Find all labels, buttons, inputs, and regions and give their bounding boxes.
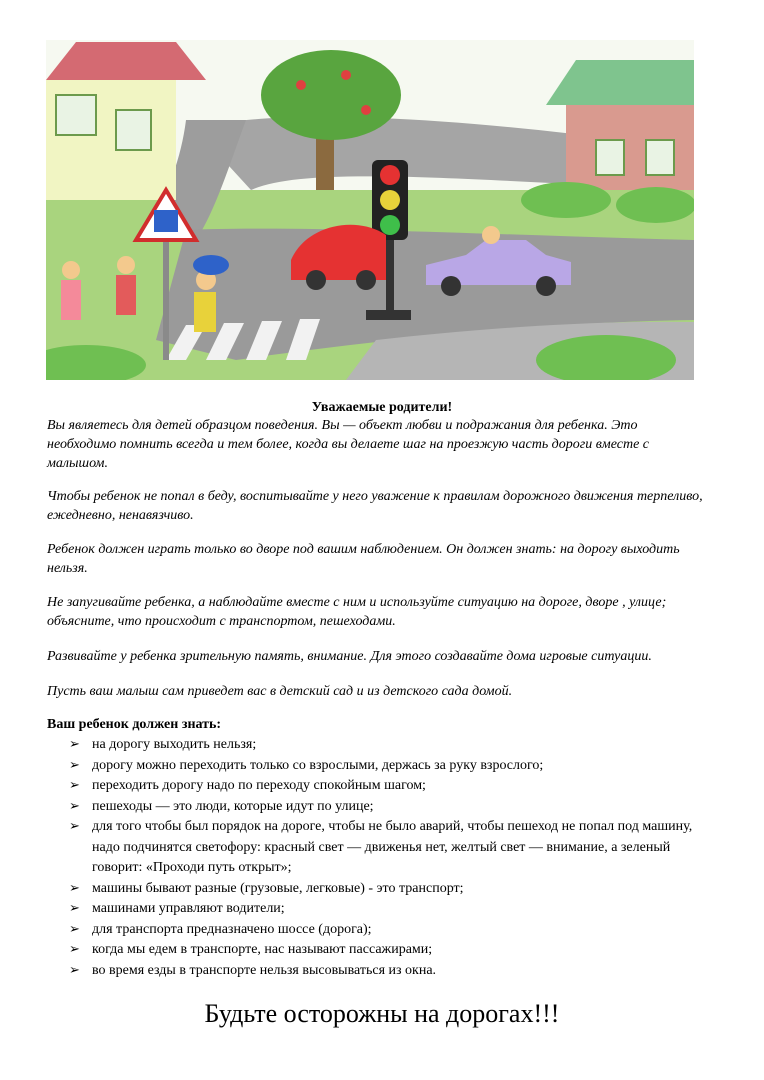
list-item: ➢ переходить дорогу надо по переходу спокойным шагом; xyxy=(69,776,709,797)
arrow-bullet-icon: ➢ xyxy=(69,757,80,773)
closing-slogan: Будьте осторожны на дорогах!!! xyxy=(204,999,560,1028)
play-in-yard-paragraph: Ребенок должен играть только во дворе под вашим наблюдением. Он должен знать: на дорогу выходить нельзя. xyxy=(47,542,680,576)
arrow-bullet-icon: ➢ xyxy=(69,737,80,752)
list-item: ➢ когда мы едем в транспорте, нас называют пассажирами; xyxy=(69,940,709,961)
arrow-bullet-icon: ➢ xyxy=(69,962,80,978)
arrow-bullet-icon: ➢ xyxy=(69,921,80,937)
intro-paragraph: Вы являетесь для детей образцом поведения. Вы — объект любви и подражания для ребенка. Это необходимо помнить всегда и тем более, когда вы делаете шаг на проезжую часть дороги вместе с малышом. xyxy=(47,418,650,471)
develop-memory-paragraph: Развивайте у ребенка зрительную память, внимание. Для этого создавайте дома игровые ситуации. xyxy=(47,649,652,664)
list-item: ➢ дорогу можно переходить только со взрослыми, держась за руку взрослого; xyxy=(69,756,709,777)
rules-subheading: Ваш ребенок должен знать: xyxy=(47,717,222,732)
list-item: ➢ пешеходы — это люди, которые идут по улице; xyxy=(69,797,709,818)
road-scene-drawing xyxy=(46,40,694,380)
arrow-bullet-icon: ➢ xyxy=(69,880,80,896)
arrow-bullet-icon: ➢ xyxy=(69,901,80,916)
respect-rules-paragraph: Чтобы ребенок не попал в беду, воспитывайте у него уважение к правилам дорожного движения терпеливо, ежедневно, ненавязчиво. xyxy=(47,489,703,523)
list-item: ➢ на дорогу выходить нельзя; xyxy=(69,735,709,756)
list-item: ➢ машины бывают разные (грузовые, легковые) - это транспорт; xyxy=(69,879,709,900)
arrow-bullet-icon: ➢ xyxy=(69,819,80,834)
page-title: Уважаемые родители! xyxy=(311,400,453,415)
observe-together-paragraph: Не запугивайте ребенка, а наблюдайте вместе с ним и используйте ситуацию на дороге, дворе , улице; объясните, что происходит с транспортом, пешеходами. xyxy=(47,595,667,629)
list-item: ➢ во время езды в транспорте нельзя высовываться из окна. xyxy=(69,961,709,982)
road-safety-illustration xyxy=(46,40,694,380)
list-item: ➢ для того чтобы был порядок на дороге, чтобы не было аварий, чтобы пешеход не попал под машину, надо подчинятся светофору: красный свет — движенья нет, желтый свет — внимание, а зеленый говорит: «Проходи путь открыт»; xyxy=(69,819,693,875)
list-item: ➢ для транспорта предназначено шоссе (дорога); xyxy=(69,920,709,941)
kindergarten-paragraph: Пусть ваш малыш сам приведет вас в детский сад и из детского сада домой. xyxy=(47,684,513,699)
list-item: ➢ машинами управляют водители; xyxy=(69,899,709,920)
arrow-bullet-icon: ➢ xyxy=(69,798,80,814)
rules-list xyxy=(69,735,709,981)
arrow-bullet-icon: ➢ xyxy=(69,942,80,957)
arrow-bullet-icon: ➢ xyxy=(69,778,80,793)
